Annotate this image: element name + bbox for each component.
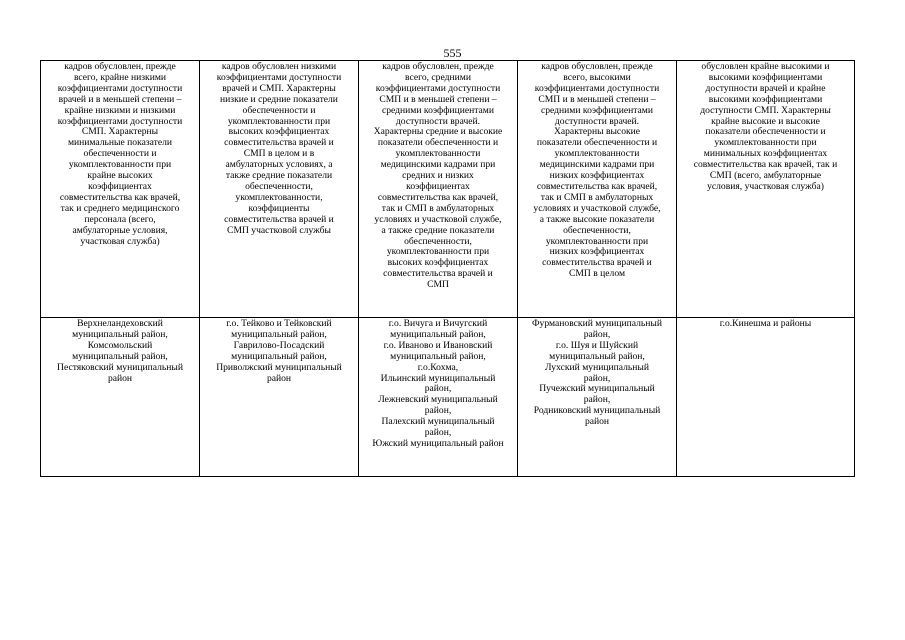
cell-text-line: низкие и средние показатели <box>220 93 338 105</box>
cell-text-line: г.о.Кинешма и районы <box>719 318 812 329</box>
cell-text-line: персонала (всего, <box>84 213 156 225</box>
cell-text-line: СМП участковой службы <box>227 224 331 236</box>
cell-text-line: укомплектованности при <box>545 235 649 247</box>
cell-text-line: Фурмановский муниципальный <box>531 318 663 329</box>
cell-text-line: Ильинский муниципальный <box>380 372 496 384</box>
cell-text-line: совместительства врачей и <box>224 213 334 225</box>
cell-text-line: укомплектованности <box>554 148 640 160</box>
cell-text-line: а также высокие показатели <box>539 213 655 225</box>
cell-text-line: коэффициентами доступности <box>57 82 183 94</box>
cell-text-line: совместительства врачей и <box>383 268 493 280</box>
cell-text-line: г.о. Вичуга и Вичугский <box>388 318 488 329</box>
cell-text-line: Гаврилово-Посадский <box>233 339 325 351</box>
cell-text-line: средними коэффициентами <box>381 104 495 116</box>
cell-text-line: коэффициентах <box>88 180 152 192</box>
cell-text-line: средними коэффициентами <box>540 104 654 116</box>
cell-text-line: коэффициенты <box>248 202 310 214</box>
cell-text-line: район, <box>424 427 452 439</box>
cell-text-line: СМП в целом и в <box>243 148 315 160</box>
cell-text-line: доступности СМП. Характерны <box>700 104 831 116</box>
cell-text-line: г.о. Шуя и Шуйский <box>555 339 639 351</box>
description-row <box>41 61 855 318</box>
cell-text-line: коэффициентах <box>406 180 470 192</box>
cell-text-line: район, <box>424 383 452 395</box>
cell-text-line: доступности врачей и крайне <box>705 82 826 94</box>
cell-text-line: низких коэффициентах <box>549 170 645 182</box>
cell-text-line: совместительства как врачей, так и <box>693 159 838 171</box>
cell-text-line: коэффициентами доступности <box>534 82 660 94</box>
cell-text-line: коэффициентами доступности <box>57 115 183 127</box>
cell-text-line: доступности врачей. <box>554 115 640 127</box>
cell-text-line: обеспеченности и <box>83 148 157 160</box>
cell-text-line: врачей и в меньшей степени – <box>58 93 182 105</box>
cell-text-line: г.о.Кохма, <box>417 361 459 373</box>
cell-text-line: укомплектованности при <box>227 115 331 127</box>
cell-text-line: г.о. Тейково и Тейковский <box>226 318 332 329</box>
areas-cell-5 <box>677 318 855 477</box>
cell-text-line: показатели обеспеченности и <box>705 126 826 138</box>
description-cell-5 <box>677 61 855 318</box>
cell-text-line: амбулаторных условиях, а <box>225 159 333 171</box>
cell-text-line: совместительства врачей и <box>224 137 334 149</box>
cell-text-line: кадров обусловлен низкими <box>221 61 337 72</box>
cell-text-line: СМП и в меньшей степени – <box>379 93 497 105</box>
areas-cell-2 <box>200 318 359 477</box>
description-cell-4 <box>518 61 677 318</box>
cell-text-line: г.о. Иваново и Ивановский <box>383 339 493 351</box>
cell-text-line: коэффициентами доступности <box>216 71 342 83</box>
cell-text-line: высоких коэффициентах <box>387 257 489 269</box>
cell-text-line: показатели обеспеченности и <box>536 137 658 149</box>
cell-text-line: средних и низких <box>402 170 474 182</box>
cell-text-line: район <box>107 372 133 384</box>
areas-row <box>41 318 855 477</box>
cell-text-line: район, <box>583 372 611 384</box>
cell-text-line: показатели обеспеченности и <box>377 137 499 149</box>
areas-cell-4 <box>518 318 677 477</box>
cell-text-line: совместительства как врачей, <box>59 191 181 203</box>
cell-text-line: обеспеченности, <box>563 224 631 236</box>
cell-text-line: кадров обусловлен, прежде <box>64 61 176 72</box>
cell-text-line: Приволжский муниципальный <box>216 361 342 373</box>
cell-text-line: СМП в целом <box>568 268 626 280</box>
description-cell-3 <box>359 61 518 318</box>
cell-text-line: район, <box>583 328 611 340</box>
cell-text-line: кадров обусловлен, прежде <box>541 61 653 72</box>
cell-text-line: медицинскими кадрами при <box>380 159 496 171</box>
cell-text-line: муниципальный район, <box>72 350 168 362</box>
cell-text-line: так и среднего медицинского <box>60 202 180 214</box>
cell-text-line: совместительства врачей и <box>542 257 652 269</box>
cell-text-line: так и СМП в амбулаторных <box>540 191 654 203</box>
cell-text-line: крайне низкими и низкими <box>64 104 176 116</box>
cell-text-line: обеспеченности, <box>245 180 313 192</box>
cell-text-line: муниципальный район, <box>231 328 327 340</box>
cell-text-line: муниципальный район, <box>390 350 486 362</box>
cell-text-line: минимальных коэффициентах <box>703 148 828 160</box>
cell-text-line: условия, участковая служба) <box>707 180 824 192</box>
cell-text-line: район <box>584 416 610 428</box>
description-cell-2 <box>200 61 359 318</box>
cell-text-line: Пучежский муниципальный <box>539 383 655 395</box>
cell-text-line: всего, высокими <box>563 71 631 83</box>
cell-text-line: укомплектованности при <box>68 159 172 171</box>
areas-cell-3 <box>359 318 518 477</box>
cell-text-line: также средние показатели <box>225 170 333 182</box>
cell-text-line: условиях и участковой службе, <box>374 213 502 225</box>
cell-text-line: муниципальный район, <box>72 328 168 340</box>
cell-text-line: Пестяковский муниципальный <box>57 361 183 373</box>
cell-text-line: обеспеченности, <box>404 235 472 247</box>
cell-text-line: Лухский муниципальный <box>545 361 649 373</box>
cell-text-line: Комсомольский <box>87 339 153 351</box>
cell-text-line: район, <box>424 405 452 417</box>
page-number: 555 <box>443 46 462 60</box>
cell-text-line: так и СМП в амбулаторных <box>381 202 495 214</box>
cell-text-line: Верхнеландеховский <box>77 318 163 329</box>
cell-text-line: СМП <box>427 279 449 291</box>
cell-text-line: район <box>266 372 292 384</box>
cell-text-line: обеспеченности и <box>242 104 316 116</box>
cell-text-line: совместительства как врачей, <box>536 180 658 192</box>
cell-text-line: укомплектованности при <box>714 137 817 149</box>
cell-text-line: кадров обусловлен, прежде <box>382 61 494 72</box>
cell-text-line: укомплектованности, <box>235 191 323 203</box>
areas-cell-1 <box>41 318 200 477</box>
cell-text-line: совместительства как врачей, <box>377 191 499 203</box>
cell-text-line: коэффициентами доступности <box>375 82 501 94</box>
cell-text-line: СМП (всего, амбулаторные <box>709 170 822 182</box>
cell-text-line: медицинскими кадрами при <box>539 159 655 171</box>
cell-text-line: СМП. Характерны <box>81 126 159 138</box>
cell-text-line: врачей и СМП. Характерны <box>222 82 336 94</box>
cell-text-line: всего, крайне низкими <box>73 71 167 83</box>
cell-text-line: всего, средними <box>405 71 471 83</box>
cell-text-line: СМП и в меньшей степени – <box>538 93 656 105</box>
cell-text-line: минимальные показатели <box>67 137 173 149</box>
cell-text-line: муниципальный район, <box>231 350 327 362</box>
cell-text-line: участковая служба) <box>80 235 160 247</box>
cluster-table <box>40 60 855 477</box>
cell-text-line: амбулаторные условия, <box>72 224 168 236</box>
cell-text-line: район, <box>583 394 611 406</box>
cell-text-line: высоких коэффициентах <box>228 126 330 138</box>
cell-text-line: крайне высокие и высокие <box>711 115 820 127</box>
cell-text-line: высокими коэффициентами <box>708 71 823 83</box>
cell-text-line: Палехский муниципальный <box>381 416 495 428</box>
cell-text-line: доступности врачей. <box>395 115 481 127</box>
cell-text-line: а также средние показатели <box>381 224 495 236</box>
description-cell-1 <box>41 61 200 318</box>
cell-text-line: Характерны средние и высокие <box>373 126 503 138</box>
cell-text-line: муниципальный район, <box>549 350 645 362</box>
cell-text-line: Характерны высокие <box>553 126 641 138</box>
cell-text-line: высокими коэффициентами <box>708 93 823 105</box>
cell-text-line: Южский муниципальный район <box>372 437 504 449</box>
cell-text-line: Лежневский муниципальный <box>378 394 498 406</box>
cell-text-line: укомплектованности <box>395 148 481 160</box>
cell-text-line: крайне высоких <box>87 170 153 182</box>
cell-text-line: укомплектованности при <box>386 246 490 258</box>
cell-text-line: обусловлен крайне высокими и <box>701 61 830 72</box>
cell-text-line: муниципальный район, <box>390 328 486 340</box>
cell-text-line: низких коэффициентах <box>549 246 645 258</box>
cell-text-line: условиях и участковой службе, <box>533 202 661 214</box>
cell-text-line: Родниковский муниципальный <box>533 405 661 417</box>
